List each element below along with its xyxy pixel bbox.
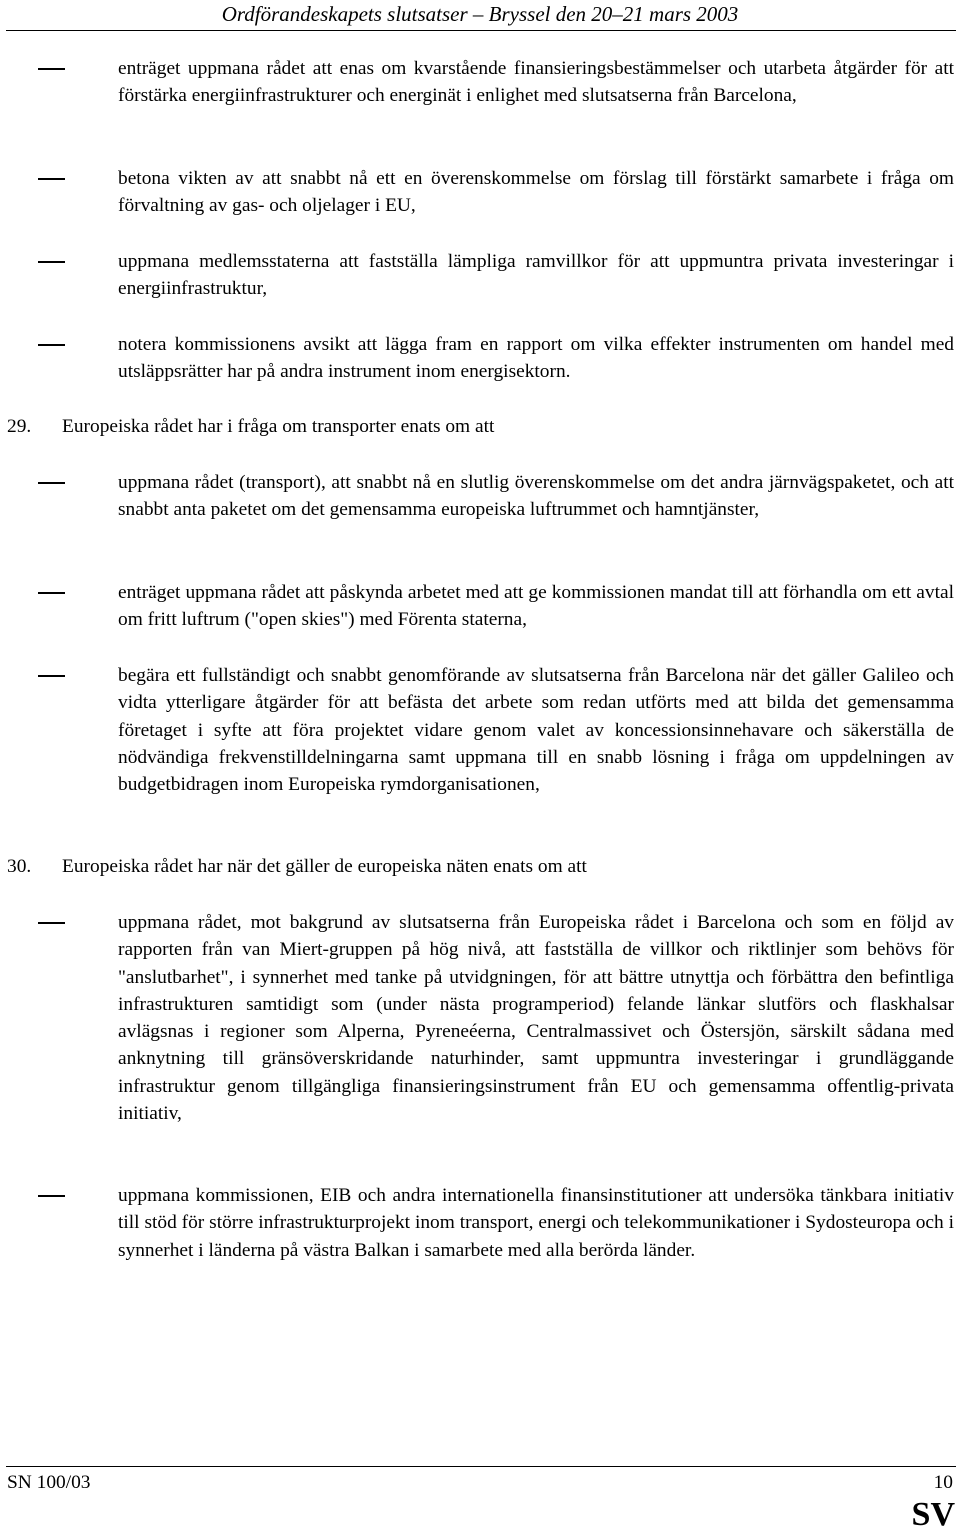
header-title: Ordförandeskapets slutsatser – Bryssel den 20–21 mars 2003 [221, 2, 739, 26]
dash-bullet [38, 1195, 65, 1197]
dash-bullet [38, 675, 65, 677]
dash-bullet [38, 592, 65, 594]
dash-bullet [38, 922, 65, 924]
paragraph-intro: Europeiska rådet har när det gäller de europeiska näten enats om att [62, 856, 587, 877]
language-code: SV [911, 1496, 955, 1533]
document-reference: SN 100/03 [7, 1472, 91, 1493]
footer-divider [6, 1466, 956, 1467]
page-header [0, 0, 960, 27]
header-divider [6, 30, 956, 31]
paragraph-number: 30. [7, 856, 32, 877]
dash-bullet [38, 344, 65, 346]
dash-bullet [38, 482, 65, 484]
paragraph-number: 29. [7, 416, 32, 437]
dash-bullet [38, 68, 65, 70]
dash-bullet [38, 178, 65, 180]
dash-bullet [38, 261, 65, 263]
page-number: 10 [933, 1472, 953, 1493]
paragraph-intro: Europeiska rådet har i fråga om transporter enats om att [62, 416, 495, 437]
